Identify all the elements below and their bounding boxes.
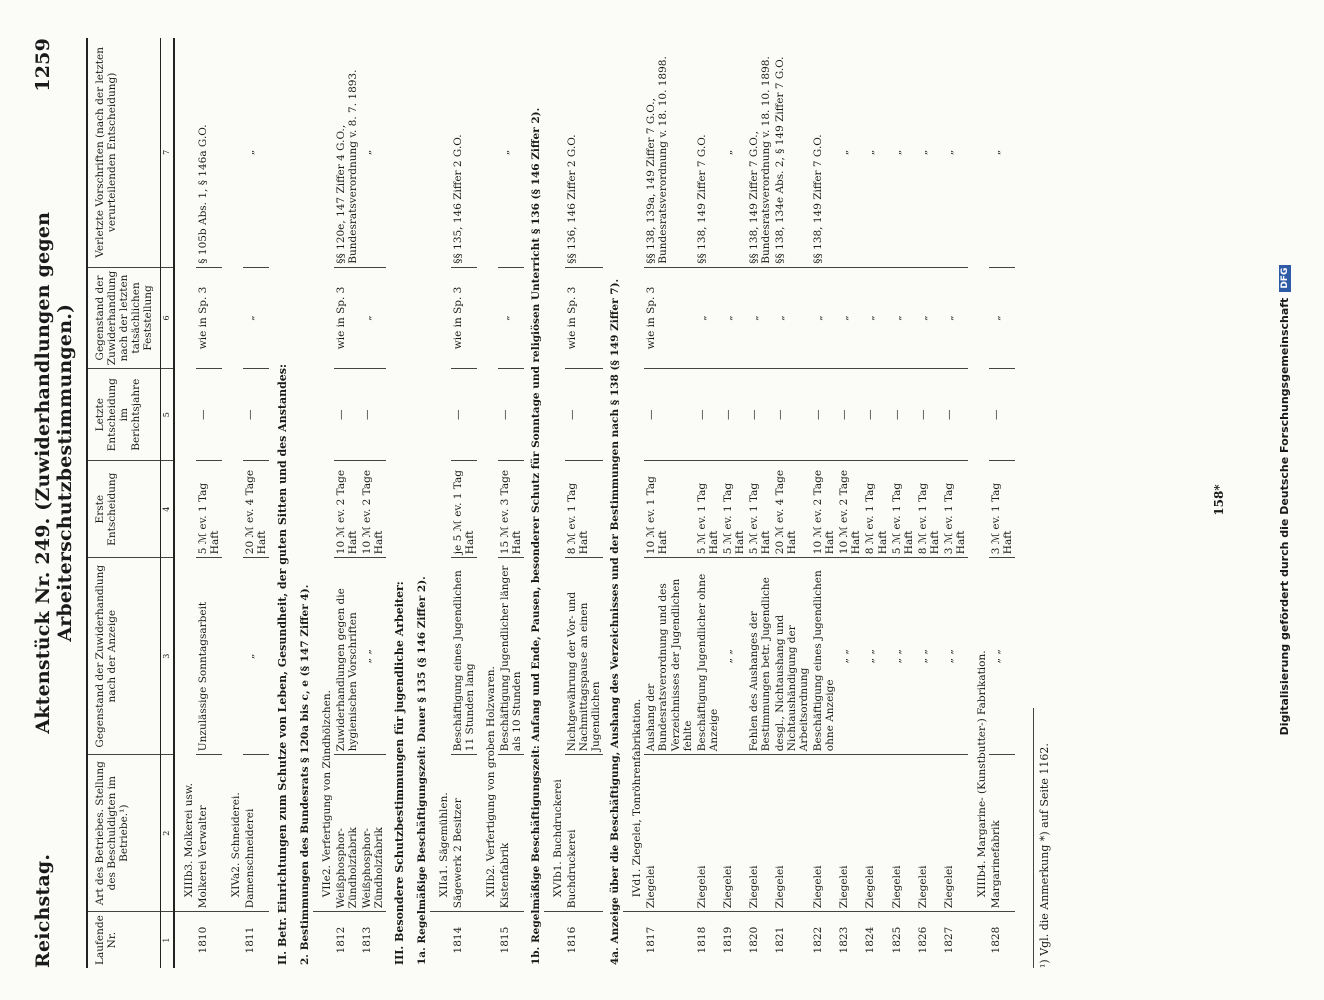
column-number-row (161, 38, 174, 968)
row-feststellung: „ (811, 267, 837, 369)
row-gegenstand: „ „ (863, 558, 889, 755)
digitization-note (1278, 0, 1291, 1000)
row-gegenstand: „ „ (837, 558, 863, 755)
row-letzte: — (747, 369, 773, 461)
row-gegenstand: desgl., Nichtaushang und Nichtaushändigung der Arbeitsordnung (773, 558, 811, 755)
col-num: 1 (161, 912, 174, 968)
row-vorschriften: „ (243, 38, 269, 267)
subsection-row (293, 38, 313, 968)
group-label: IVd1. Ziegelei, Tonröhrenfabrikation. (623, 38, 644, 912)
group-row (313, 38, 334, 968)
row-gegenstand: „ (243, 558, 269, 755)
row-erste: 5 ℳ ev. 1 Tag Haft (747, 461, 773, 558)
row-erste: 8 ℳ ev. 1 Tag Haft (565, 461, 603, 558)
table-row (498, 38, 524, 968)
row-feststellung: wie in Sp. 3 (196, 267, 222, 369)
row-gegenstand: „ „ (360, 558, 386, 755)
table-row (695, 38, 721, 968)
group-label: XIIa1. Sägemühlen. (430, 38, 451, 912)
row-erste: 20 ℳ ev. 4 Tage Haft (773, 461, 811, 558)
row-gegenstand: Aushang der Bundesratsverordnung und des Verzeichnisses der Jugendlichen fehlte (644, 558, 694, 755)
row-gegenstand: Beschäftigung Jugendlicher ohne Anzeige (695, 558, 721, 755)
row-erste: je 5 ℳ ev. 1 Tag Haft (451, 461, 477, 558)
section-title: III. Besondere Schutzbestimmungen für jugendliche Arbeiter: (392, 581, 406, 965)
page-header (32, 38, 76, 968)
row-letzte: — (916, 369, 942, 461)
section-row (386, 38, 410, 968)
row-nr: 1815 (498, 926, 511, 954)
row-vorschriften: §§ 138, 149 Ziffer 7 G.O. (695, 38, 721, 267)
row-vorschriften: §§ 138, 139a, 149 Ziffer 7 G.O., Bundesratsverordnung v. 18. 10. 1898. (644, 38, 694, 267)
row-nr: 1814 (451, 926, 464, 954)
dfg-logo: DFG (1279, 265, 1291, 292)
group-row (623, 38, 644, 968)
subsection-row (524, 38, 544, 968)
col-num: 6 (161, 267, 174, 369)
row-betrieb: Kistenfabrik (498, 755, 524, 912)
row-letzte: — (644, 369, 694, 461)
row-gegenstand: Beschäftigung eines Jugendlichen 11 Stunden lang (451, 558, 477, 755)
row-gegenstand: Nichtgewährung der Vor- und Nachmittagspause an einen Jugendlichen (565, 558, 603, 755)
table-row (451, 38, 477, 968)
col-header-feststellung: Gegenstand der Zuwiderhandlung nach der letzten tatsächlichen Feststellung (87, 267, 161, 369)
row-vorschriften: „ (837, 38, 863, 267)
row-vorschriften: „ (890, 38, 916, 267)
row-vorschriften: „ (916, 38, 942, 267)
row-nr: 1811 (243, 926, 256, 954)
row-betrieb: Sägewerk 2 Besitzer (451, 755, 477, 912)
table-row (644, 38, 694, 968)
subsection-row (410, 38, 430, 968)
table-row (334, 38, 360, 968)
row-betrieb: Ziegelei (721, 755, 747, 912)
row-nr: 1823 (838, 926, 851, 954)
row-betrieb: Ziegelei (644, 755, 694, 912)
row-feststellung: „ (721, 267, 747, 369)
row-gegenstand: Fehlen des Aushanges der Bestimmungen betr. Jugendliche (747, 558, 773, 755)
group-row (430, 38, 451, 968)
row-betrieb: Ziegelei (695, 755, 721, 912)
table-row (811, 38, 837, 968)
section-title: II. Betr. Einrichtungen zum Schutze von Leben, Gesundheit, der guten Sitten und des Anstandes: (275, 363, 289, 965)
section-row (269, 38, 293, 968)
digitization-text: Digitalisierung gefördert durch die Deutsche Forschungsgemeinschaft (1278, 297, 1291, 736)
row-gegenstand: „ „ (890, 558, 916, 755)
row-erste: 8 ℳ ev. 1 Tag Haft (916, 461, 942, 558)
row-vorschriften: §§ 136, 146 Ziffer 2 G.O. (565, 38, 603, 267)
col-header-erste: Erste Entscheidung (87, 461, 161, 558)
row-betrieb: Damenschneiderei (243, 755, 269, 912)
row-gegenstand: Zuwiderhandlungen gegen die hygienischen Vorschriften (334, 558, 360, 755)
table-row (565, 38, 603, 968)
row-erste: 3 ℳ ev. 1 Tag Haft (989, 461, 1015, 558)
row-feststellung: „ (989, 267, 1015, 369)
row-nr: 1813 (360, 926, 373, 954)
footnote: ¹) Vgl. die Anmerkung *) auf Seite 1162. (1033, 708, 1051, 968)
table-row (942, 38, 968, 968)
row-feststellung: „ (773, 267, 811, 369)
row-letzte: — (565, 369, 603, 461)
row-betrieb: Ziegelei (890, 755, 916, 912)
page-number: 1259 (32, 38, 54, 92)
row-vorschriften: §§ 120e, 147 Ziffer 4 G.O., Bundesratsverordnung v. 8. 7. 1893. (334, 38, 360, 267)
table-row (773, 38, 811, 968)
col-num: 7 (161, 38, 174, 267)
row-betrieb: Weißphosphor-Zündholzfabrik (334, 755, 360, 912)
row-gegenstand: Beschäftigung Jugendlicher länger als 10 Stunden (498, 558, 524, 755)
row-letzte: — (695, 369, 721, 461)
table-row (747, 38, 773, 968)
row-erste: 5 ℳ ev. 1 Tag Haft (890, 461, 916, 558)
col-num: 4 (161, 461, 174, 558)
violations-table (86, 38, 1015, 968)
row-nr: 1810 (196, 926, 209, 954)
row-feststellung: „ (890, 267, 916, 369)
row-erste: 5 ℳ ev. 1 Tag Haft (721, 461, 747, 558)
table-row (243, 38, 269, 968)
row-letzte: — (837, 369, 863, 461)
group-row (477, 38, 498, 968)
table-header-row (87, 38, 161, 968)
row-gegenstand: „ „ (916, 558, 942, 755)
row-feststellung: wie in Sp. 3 (451, 267, 477, 369)
row-feststellung: „ (498, 267, 524, 369)
group-label: XIIIb4. Margarine- (Kunstbutter-) Fabrikation. (968, 38, 989, 912)
row-letzte: — (196, 369, 222, 461)
group-row (174, 38, 196, 968)
row-vorschriften: „ (498, 38, 524, 267)
table-row (989, 38, 1015, 968)
group-row (222, 38, 243, 968)
table-row (360, 38, 386, 968)
row-vorschriften: „ (360, 38, 386, 267)
row-betrieb: Ziegelei (916, 755, 942, 912)
row-nr: 1826 (916, 926, 929, 954)
row-betrieb: Ziegelei (863, 755, 889, 912)
row-letzte: — (451, 369, 477, 461)
row-gegenstand: „ „ (721, 558, 747, 755)
row-feststellung: wie in Sp. 3 (644, 267, 694, 369)
col-header-gegenstand: Gegenstand der Zuwiderhandlung nach der Anzeige (87, 558, 161, 755)
row-betrieb: Ziegelei (773, 755, 811, 912)
row-letzte: — (811, 369, 837, 461)
row-betrieb: Weißphosphor-Zündholzfabrik (360, 755, 386, 912)
row-vorschriften: „ (863, 38, 889, 267)
row-erste: 10 ℳ ev. 1 Tag Haft (644, 461, 694, 558)
row-vorschriften: „ (942, 38, 968, 267)
row-letzte: — (721, 369, 747, 461)
row-erste: 3 ℳ ev. 1 Tag Haft (942, 461, 968, 558)
row-gegenstand: „ „ (942, 558, 968, 755)
row-gegenstand: Unzulässige Sonntagsarbeit (196, 558, 222, 755)
table-row (863, 38, 889, 968)
row-vorschriften: „ (721, 38, 747, 267)
row-feststellung: „ (243, 267, 269, 369)
row-erste: 15 ℳ ev. 3 Tage Haft (498, 461, 524, 558)
row-erste: 10 ℳ ev. 2 Tage Haft (360, 461, 386, 558)
row-erste: 10 ℳ ev. 2 Tage Haft (334, 461, 360, 558)
row-gegenstand: Beschäftigung eines Jugendlichen ohne Anzeige (811, 558, 837, 755)
col-header-letzte: Letzte Entscheidung im Berichtsjahre (87, 369, 161, 461)
row-feststellung: „ (360, 267, 386, 369)
col-header-betrieb: Art des Betriebes. Stellung des Beschuldigten im Betriebe.¹) (87, 755, 161, 912)
col-num: 5 (161, 369, 174, 461)
row-vorschriften: § 105b Abs. 1, § 146a G.O. (196, 38, 222, 267)
row-letzte: — (243, 369, 269, 461)
table-row (721, 38, 747, 968)
row-betrieb: Molkerei Verwalter (196, 755, 222, 912)
row-letzte: — (498, 369, 524, 461)
row-letzte: — (942, 369, 968, 461)
row-betrieb: Ziegelei (811, 755, 837, 912)
row-letzte: — (360, 369, 386, 461)
row-nr: 1822 (812, 926, 825, 954)
row-feststellung: wie in Sp. 3 (565, 267, 603, 369)
row-nr: 1818 (695, 926, 708, 954)
subsection-title: 1b. Regelmäßige Beschäftigungszeit: Anfang und Ende, Pausen, besonderer Schutz für Sonntage und religiösen Unterricht § 136 (§ 146 Ziffer 2). (529, 107, 542, 965)
row-erste: 5 ℳ ev. 1 Tag Haft (196, 461, 222, 558)
group-label: XVIb1. Buchdruckerei (544, 38, 565, 912)
row-betrieb: Ziegelei (837, 755, 863, 912)
table-row (916, 38, 942, 968)
table-row (196, 38, 222, 968)
row-letzte: — (334, 369, 360, 461)
row-betrieb: Ziegelei (942, 755, 968, 912)
row-nr: 1817 (645, 926, 658, 954)
subsection-title: 2. Bestimmungen des Bundesrats § 120a bis c, e (§ 147 Ziffer 4). (298, 584, 311, 965)
group-label: XIIb2. Verfertigung von groben Holzwaren. (477, 38, 498, 912)
page-content (32, 38, 1051, 968)
row-vorschriften: §§ 135, 146 Ziffer 2 G.O. (451, 38, 477, 267)
row-nr: 1816 (566, 926, 579, 954)
row-vorschriften: „ (989, 38, 1015, 267)
header-title: Aktenstück Nr. 249. (Zuwiderhandlungen gegen Arbeiterschutzbestimmungen.) (32, 211, 76, 734)
row-erste: 10 ℳ ev. 2 Tage Haft (837, 461, 863, 558)
table-row (837, 38, 863, 968)
col-header-vorschriften: Verletzte Vorschriften (nach der letzten verurteilenden Entscheidung) (87, 38, 161, 267)
row-feststellung: „ (695, 267, 721, 369)
row-betrieb: Buchdruckerei (565, 755, 603, 912)
group-label: XIIIb3. Molkerei usw. (174, 38, 196, 912)
table-row (890, 38, 916, 968)
group-row (968, 38, 989, 968)
header-left: Reichstag. (32, 853, 54, 968)
page-signature-mark: 158* (1212, 484, 1226, 516)
subsection-row (603, 38, 623, 968)
row-vorschriften: §§ 138, 149 Ziffer 7 G.O., Bundesratsverordnung v. 18. 10. 1898. (747, 38, 773, 267)
row-feststellung: „ (747, 267, 773, 369)
group-row (544, 38, 565, 968)
col-num: 3 (161, 558, 174, 755)
row-feststellung: „ (916, 267, 942, 369)
row-nr: 1819 (721, 926, 734, 954)
row-erste: 8 ℳ ev. 1 Tag Haft (863, 461, 889, 558)
col-header-nr: Laufende Nr. (87, 912, 161, 968)
row-nr: 1821 (774, 926, 787, 954)
row-gegenstand: „ „ (989, 558, 1015, 755)
row-letzte: — (863, 369, 889, 461)
row-feststellung: „ (837, 267, 863, 369)
row-betrieb: Margarinefabrik (989, 755, 1015, 912)
group-label: XIVa2. Schneiderei. (222, 38, 243, 912)
row-feststellung: „ (863, 267, 889, 369)
row-letzte: — (989, 369, 1015, 461)
row-vorschriften: §§ 138, 134e Abs. 2, § 149 Ziffer 7 G.O. (773, 38, 811, 267)
row-vorschriften: §§ 138, 149 Ziffer 7 G.O. (811, 38, 837, 267)
group-label: VIIe2. Verfertigung von Zündhölzchen. (313, 38, 334, 912)
row-nr: 1825 (890, 926, 903, 954)
row-nr: 1827 (942, 926, 955, 954)
row-nr: 1812 (334, 926, 347, 954)
row-feststellung: „ (942, 267, 968, 369)
row-erste: 20 ℳ ev. 4 Tage Haft (243, 461, 269, 558)
col-num: 2 (161, 755, 174, 912)
subsection-title: 4a. Anzeige über die Beschäftigung, Aushang des Verzeichnisses und der Bestimmungen nach § 138 (§ 149 Ziffer 7). (609, 278, 622, 965)
row-feststellung: wie in Sp. 3 (334, 267, 360, 369)
row-erste: 10 ℳ ev. 2 Tage Haft (811, 461, 837, 558)
row-betrieb: Ziegelei (747, 755, 773, 912)
row-nr: 1828 (990, 926, 1003, 954)
row-erste: 5 ℳ ev. 1 Tag Haft (695, 461, 721, 558)
row-letzte: — (773, 369, 811, 461)
row-letzte: — (890, 369, 916, 461)
row-nr: 1824 (864, 926, 877, 954)
subsection-title: 1a. Regelmäßige Beschäftigungszeit: Dauer § 135 (§ 146 Ziffer 2). (415, 576, 428, 965)
row-nr: 1820 (747, 926, 760, 954)
